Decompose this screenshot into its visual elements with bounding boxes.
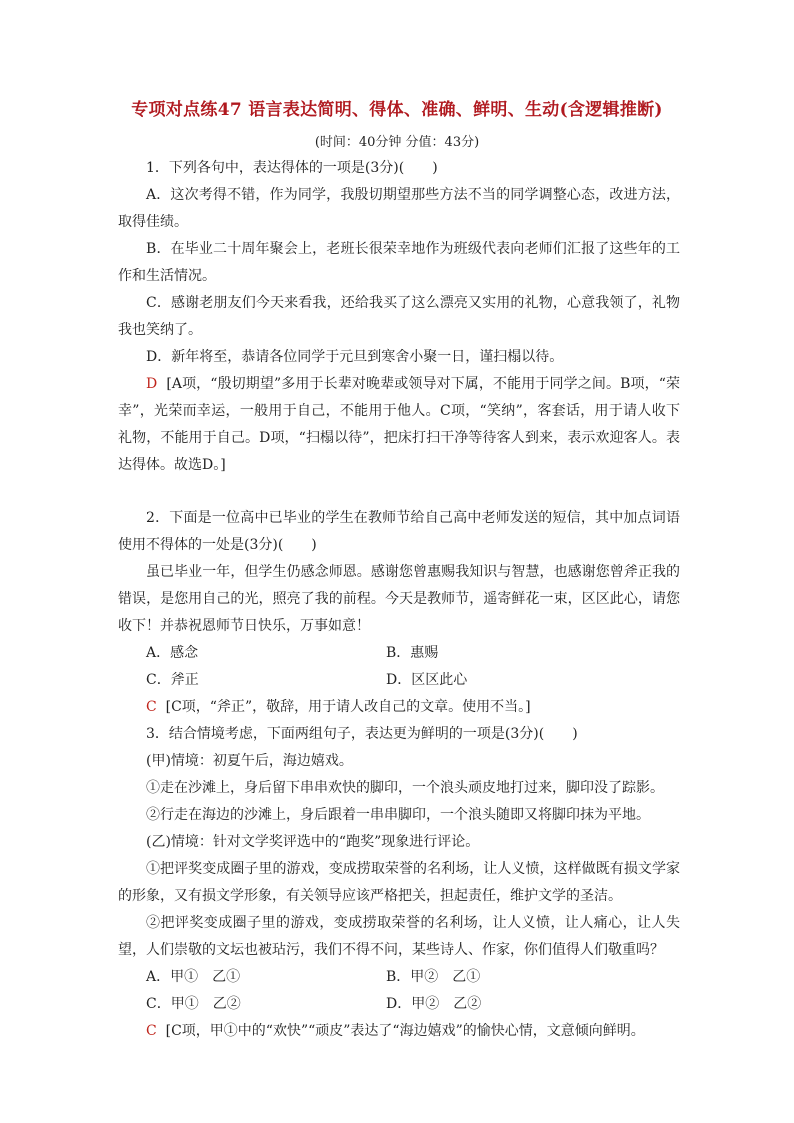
page-title: 专项对点练47 语言表达简明、得体、准确、鲜明、生动(含逻辑推断) (131, 100, 663, 120)
q2-option-d: D．区区此心 (386, 672, 468, 688)
q1-option-b: B．在毕业二十周年聚会上，老班长很荣幸地作为班级代表向老师们汇报了这些年的工作和生活情况。 (118, 241, 680, 284)
q2-explanation: [C项，“斧正”，敬辞，用于请人改自己的文章。使用不当。] (165, 699, 531, 715)
q3-yi-sentence-2: ②把评奖变成圈子里的游戏，变成捞取荣誉的名利场，让人义愤，让人痛心，让人失望，人们崇敬的文坛也被玷污，我们不得不问，某些诗人、作家，你们值得人们敬重吗？ (118, 915, 680, 958)
q3-answer-letter: C (146, 1023, 157, 1039)
q3-answer (118, 1018, 680, 1045)
q3-jia-context: (甲)情境：初夏午后，海边嬉戏。 (146, 753, 353, 769)
q1-option-a: A．这次考得不错，作为同学，我殷切期望那些方法不当的同学调整心态，改进方法，取得佳绩。 (118, 187, 680, 230)
q3-yi-context: (乙)情境：针对文学奖评选中的“跑奖”现象进行评论。 (146, 834, 480, 850)
q2-passage: 虽已毕业一年，但学生仍感念师恩。感谢您曾惠赐我知识与智慧，也感谢您曾斧正我的错误，是您用自己的光，照亮了我的前程。今天是教师节，遥寄鲜花一束，区区此心，请您收下！并恭祝恩师节日快乐，万事如意！ (118, 564, 680, 634)
time-score-info: (时间：40分钟 分值：43分) (314, 135, 480, 150)
q3-option-b: B．甲② 乙① (386, 969, 481, 985)
q3-stem: 3．结合情境考虑，下面两组句子，表达更为鲜明的一项是(3分)( ) (146, 726, 578, 742)
q3-explanation: [C项，甲①中的“欢快”“顽皮”表达了“海边嬉戏”的愉快心情，文意倾向鲜明。 (165, 1023, 645, 1039)
q3-option-d: D．甲② 乙② (386, 996, 482, 1012)
q3-jia-sentence-1: ①走在沙滩上，身后留下串串欢快的脚印，一个浪头顽皮地打过来，脚印没了踪影。 (146, 780, 664, 796)
q1-option-c: C．感谢老朋友们今天来看我，还给我买了这么漂亮又实用的礼物，心意我领了，礼物我也笑纳了。 (118, 295, 680, 338)
q1-stem: 1．下列各句中，表达得体的一项是(3分)( ) (146, 160, 438, 176)
q3-yi-sentence-1: ①把评奖变成圈子里的游戏，变成捞取荣誉的名利场，让人义愤，这样做既有损文学家的形象，又有损文学形象，有关领导应该严格把关，担起责任，维护文学的圣洁。 (118, 861, 680, 904)
q2-option-c: C．斧正 (146, 672, 199, 688)
q1-answer-letter: D (146, 376, 158, 392)
q3-jia-sentence-2: ②行走在海边的沙滩上，身后跟着一串串脚印，一个浪头随即又将脚印抹为平地。 (146, 807, 650, 823)
q2-answer (118, 694, 680, 721)
q1-answer (118, 371, 680, 479)
q3-option-c: C．甲① 乙② (146, 996, 241, 1012)
q1-option-d: D．新年将至，恭请各位同学于元旦到寒舍小聚一日，谨扫榻以待。 (146, 349, 564, 365)
q2-option-a: A．感念 (146, 645, 199, 661)
q1-explanation: [A项，“殷切期望”多用于长辈对晚辈或领导对下属，不能用于同学之间。B项，“荣幸”，光荣而幸运，一般用于自己，不能用于他人。C项，“笑纳”，客套话，用于请人收下礼物，不能用于自己。D项，“扫榻以待”，把床打扫干净等待客人到来，表示欢迎客人。表达得体。故选D。] (118, 376, 680, 473)
q2-option-b: B．惠赐 (386, 645, 439, 661)
q2-stem: 2．下面是一位高中已毕业的学生在教师节给自己高中老师发送的短信，其中加点词语使用不得体的一处是(3分)( ) (118, 510, 680, 553)
q3-option-a: A．甲① 乙① (146, 969, 241, 985)
q2-answer-letter: C (146, 699, 157, 715)
